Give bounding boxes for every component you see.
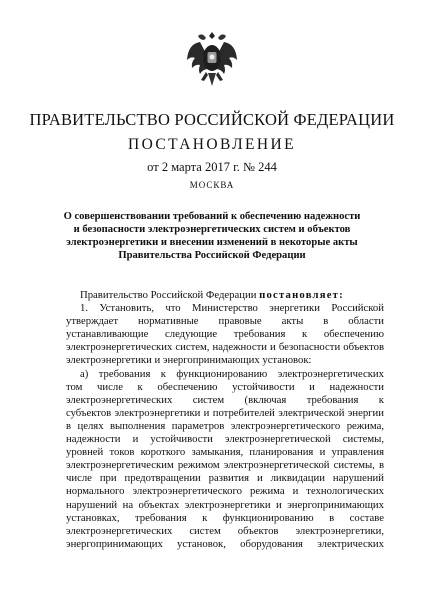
document-body bbox=[66, 289, 384, 551]
document-city: МОСКВА bbox=[189, 180, 235, 190]
subject-line: О совершенствовании требований к обеспечению надежности bbox=[63, 211, 361, 222]
body-line: а) требования к функционированию электроэнергетических bbox=[80, 367, 384, 380]
body-line: электроэнергетических систем (включая требования к bbox=[66, 393, 384, 406]
coat-of-arms-emblem-icon bbox=[186, 28, 238, 90]
intro-decree-word: постановляет: bbox=[259, 289, 344, 301]
body-line: установках, требования к функционированию в составе bbox=[66, 511, 384, 524]
body-line: субъектов электроэнергетики и потребителей электрической энергии bbox=[66, 406, 384, 419]
body-line: электроэнергетики и энергопринимающих установок: bbox=[66, 354, 312, 367]
document-type: ПОСТАНОВЛЕНИЕ bbox=[128, 136, 296, 153]
body-line: том числе к обеспечению устойчивости и надежности bbox=[66, 380, 384, 393]
body-line: числе при предотвращении развития и ликвидации нарушений bbox=[66, 472, 384, 485]
body-line: надежности и устойчивости электроэнергетической системы, bbox=[66, 433, 384, 446]
subject-line: Правительства Российской Федерации bbox=[118, 250, 306, 261]
intro-line bbox=[66, 289, 384, 302]
document-date-number: от 2 марта 2017 г. № 244 bbox=[147, 160, 277, 174]
body-line: в целях выполнения параметров электроэнергетического режима, bbox=[66, 419, 384, 432]
body-line: устанавливающие следующие требования к обеспечению bbox=[66, 328, 384, 341]
government-title: ПРАВИТЕЛЬСТВО РОССИЙСКОЙ ФЕДЕРАЦИИ bbox=[29, 110, 395, 129]
body-line: нормального электроэнергетического режима и технологических bbox=[66, 485, 384, 498]
body-line: электроэнергетическим режимом электроэнергетической системы, в bbox=[66, 459, 384, 472]
document-subject bbox=[56, 210, 368, 262]
body-line: электроэнергетических систем объектов электроэнергетики, bbox=[66, 524, 384, 537]
body-line: электроэнергетических систем, надежности и безопасности объектов bbox=[66, 341, 384, 354]
intro-text: Правительство Российской Федерации bbox=[80, 289, 260, 301]
body-line: энергопринимающих установок, оборудования электрических bbox=[66, 537, 384, 550]
subject-line: и безопасности электроэнергетических систем и объектов bbox=[73, 224, 351, 235]
body-line: нарушений на объектах электроэнергетики и энергопринимающих bbox=[66, 498, 384, 511]
body-line: 1. Установить, что Министерство энергетики Российской bbox=[80, 302, 384, 315]
body-line: уровней токов короткого замыкания, планирования и управления bbox=[66, 446, 384, 459]
subject-line: электроэнергетики и внесении изменений в некоторые акты bbox=[66, 237, 358, 248]
body-line: утверждает нормативные правовые акты в области bbox=[66, 315, 384, 328]
